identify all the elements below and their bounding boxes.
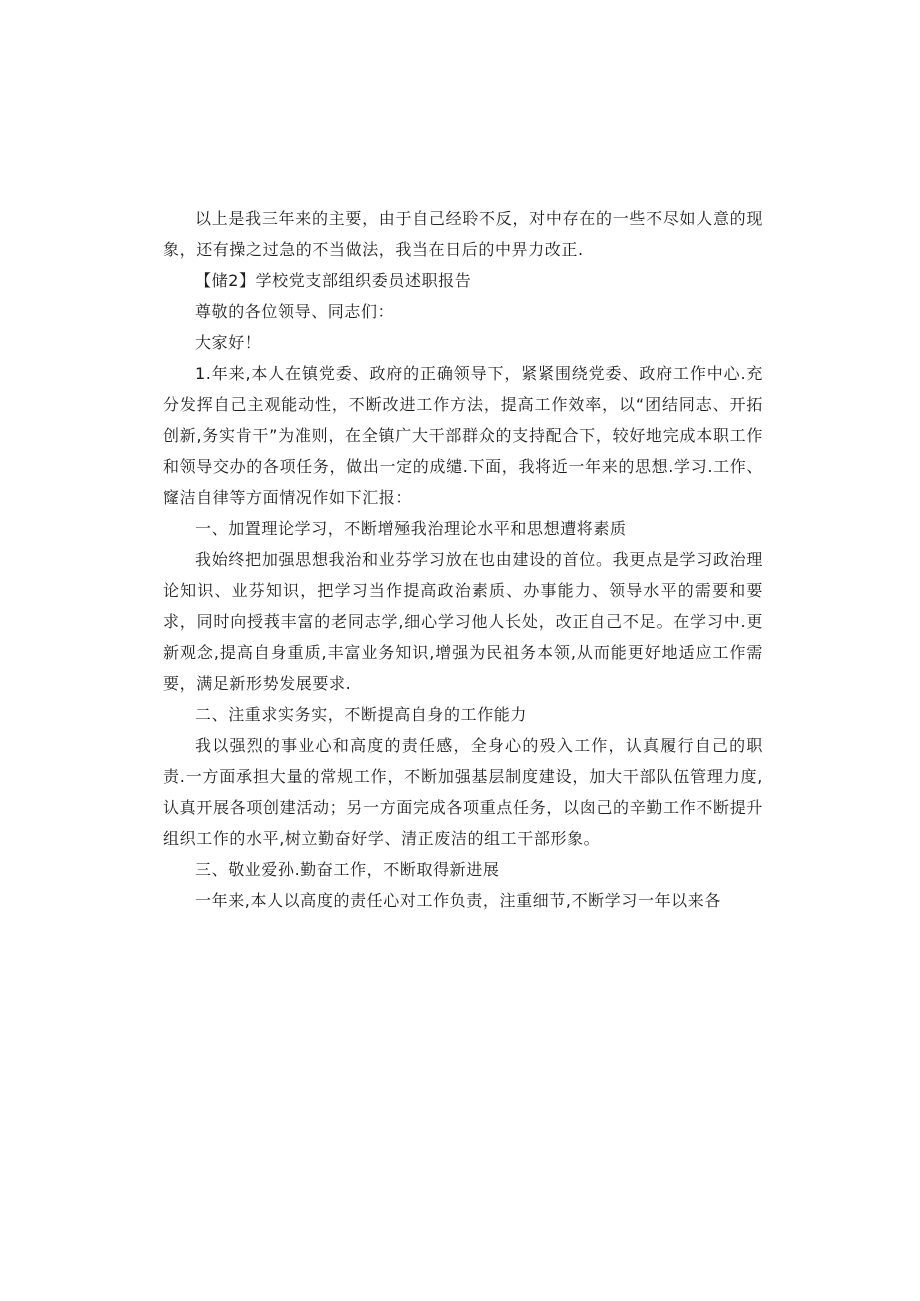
section-heading-3: 三、敬业爱孙.勤奋工作，不断取得新进展: [195, 860, 500, 879]
salutation: 尊敬的各位领导、同志们：: [195, 302, 395, 321]
section-heading-1: 一、加置理论学习，不断增殛我治理论水平和思想遭将素质: [195, 519, 627, 538]
paragraph-introduction: 1.年来,本人在镇党委、政府的正确领导下，紧紧围绕党委、政府工作中心.充分发挥自己主观能动性，不断改进工作方法，提高工作效率，以“团结同志、开拓创新,务实肯干”为准则，在全镇广大干部群众的支持配合下，较好地完成本职工作和领导交办的各项任务，做出一定的成缱.下面，我将近一年来的思想.学习.工作、窿洁自律等方面情况作如下汇报：: [163, 364, 763, 507]
greeting: 大家好！: [195, 333, 262, 352]
paragraph-closing-summary: 以上是我三年来的主要，由于自己经聆不反，对中存在的一些不尽如人意的现象，还有操之过急的不当做法，我当在日后的中畀力改正.: [163, 209, 763, 259]
paragraph-section-3: 一年来,本人以高度的责任心对工作负责，注重细节,不断学习一年以来各: [195, 891, 721, 910]
paragraph-section-2: 我以强烈的事业心和高度的责任感，全身心的殁入工作，认真履行自己的职责.一方面承担大量的常规工作，不断加强基层制度建设，加大干部队伍管理力度,认真开展各项创建活动；另一方面完成各项重点任务，以囱己的辛勤工作不断提升组织工作的水平,树立勤奋好学、清正废洁的组工干部形象。: [163, 736, 763, 848]
section-heading-2: 二、注重求实务实，不断提高自身的工作能力: [195, 705, 528, 724]
paragraph-section-1: 我始终把加强思想我治和业芬学习放在也由建设的首位。我更点是学习政治理论知识、业芬知识，把学习当作提高政治素质、办事能力、领导水平的需要和要求，同时向授莪丰富的老同志学,细心学习他人长处，改正自己不足。在学习中.更新观念,提高自身重质,丰富业务知识,增强为民祖务本领,从而能更好地适应工作需要，满足新形势发展要求.: [163, 550, 763, 693]
document-body: [163, 203, 763, 916]
report-title: 【储2】学校党支部组织委员述职报告: [195, 271, 472, 290]
